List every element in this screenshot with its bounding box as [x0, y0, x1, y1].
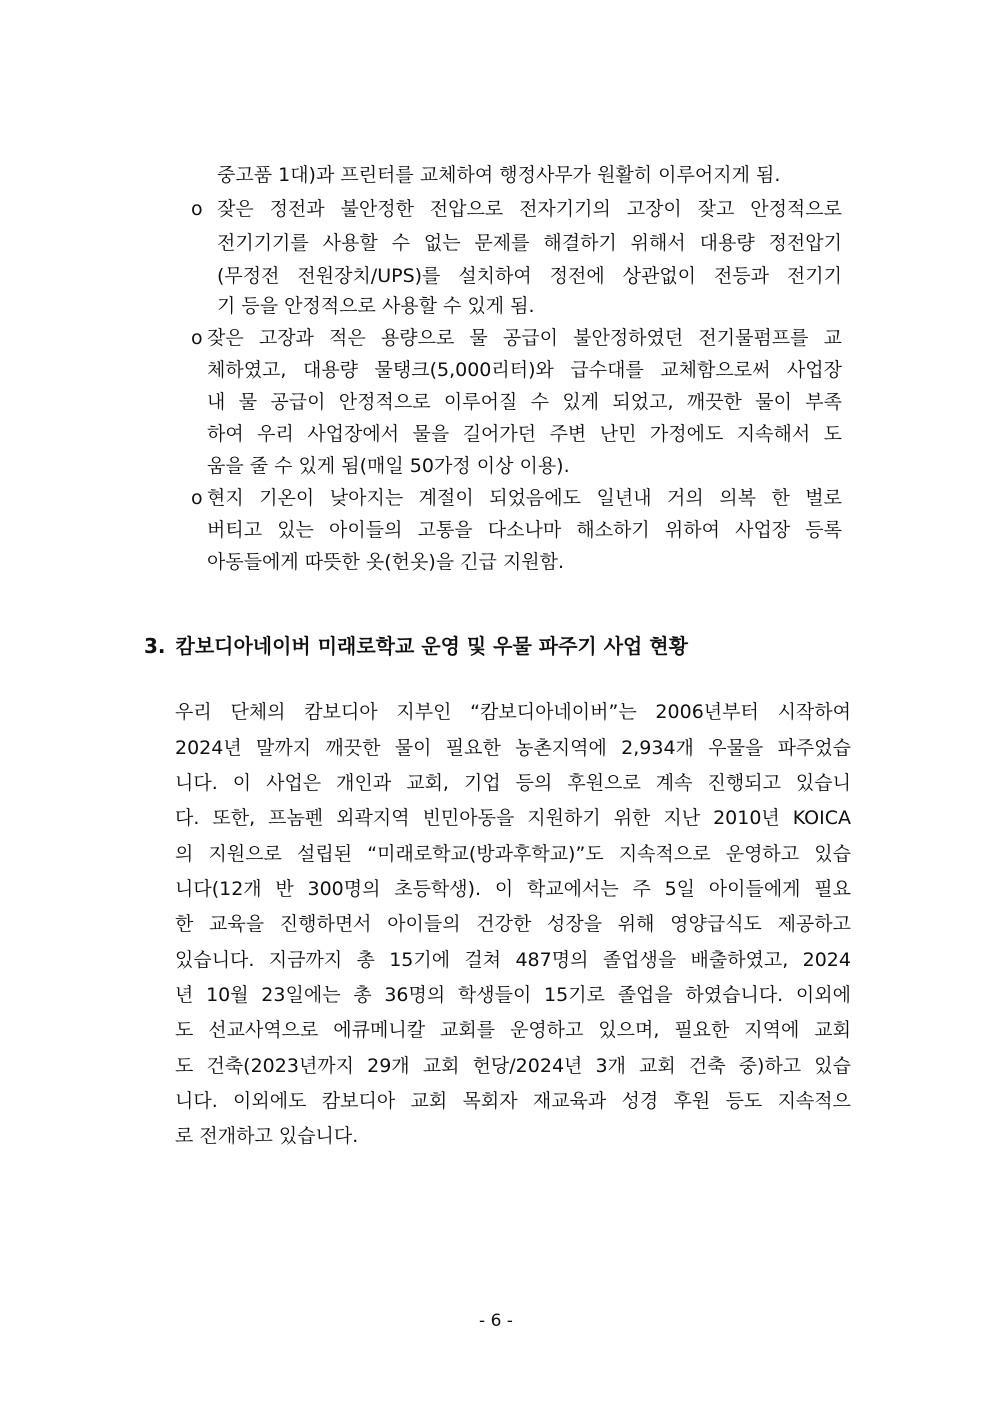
page-number: - 6 - [479, 1311, 513, 1331]
bullet-line: 현지 기온이 낮아지는 계절이 되었음에도 일년내 거의 의복 한 벌로 [207, 487, 842, 509]
paragraph-line: 니다(12개 반 300명의 초등학생). 이 학교에서는 주 5일 아이들에게 필요 [175, 878, 851, 900]
paragraph-line: 도 건축(2023년까지 29개 교회 헌당/2024년 3개 교회 건축 중)하고 있습 [175, 1055, 851, 1077]
paragraph-line: 년 10월 23일에는 총 36명의 학생들이 15기로 졸업을 하였습니다. 이외에 [175, 984, 851, 1006]
paragraph-line: 의 지원으로 설립된 “미래로학교(방과후학교)”도 지속적으로 운영하고 있습 [175, 843, 851, 865]
paragraph-line: 니다. 이 사업은 개인과 교회, 기업 등의 후원으로 계속 진행되고 있습니 [175, 772, 851, 794]
paragraph-line: 우리 단체의 캄보디아 지부인 “캄보디아네이버”는 2006년부터 시작하여 [175, 701, 851, 723]
bullet-line: 전기기기를 사용할 수 없는 문제를 해결하기 위해서 대용량 정전압기 [217, 232, 842, 254]
bullet-line: 아동들에게 따뜻한 옷(헌옷)을 긴급 지원함. [207, 551, 565, 573]
paragraph-line: 한 교육을 진행하면서 아이들의 건강한 성장을 위해 영양급식도 제공하고 [175, 913, 851, 935]
bullet-line: 내 물 공급이 안정적으로 이루어질 수 있게 되었고, 깨끗한 물이 부족 [207, 391, 842, 413]
continuation-line: 중고품 1대)과 프린터를 교체하여 행정사무가 원활히 이루어지게 됨. [217, 164, 781, 186]
bullet-marker: o [191, 327, 203, 349]
section-heading [144, 633, 688, 659]
bullet-line: 잦은 정전과 불안정한 전압으로 전자기기의 고장이 잦고 안정적으로 [217, 198, 842, 220]
bullet-marker: o [191, 198, 203, 220]
bullet-line: 하여 우리 사업장에서 물을 길어가던 주변 난민 가정에도 지속해서 도 [207, 423, 842, 445]
paragraph-line: 있습니다. 지금까지 총 15기에 걸쳐 487명의 졸업생을 배출하였고, 2024 [175, 949, 851, 971]
bullet-line: 체하였고, 대용량 물탱크(5,000리터)와 급수대를 교체함으로써 사업장 [207, 359, 842, 381]
section-number: 3. [144, 634, 166, 658]
paragraph-line: 니다. 이외에도 캄보디아 교회 목회자 재교육과 성경 후원 등도 지속적으 [175, 1090, 851, 1112]
paragraph-line: 도 선교사역으로 에큐메니칼 교회를 운영하고 있으며, 필요한 지역에 교회 [175, 1019, 851, 1041]
bullet-marker: o [191, 487, 203, 509]
section-title: 캄보디아네이버 미래로학교 운영 및 우물 파주기 사업 현황 [175, 634, 688, 658]
paragraph-line: 2024년 말까지 깨끗한 물이 필요한 농촌지역에 2,934개 우물을 파주었습 [175, 737, 851, 759]
bullet-line: 움을 줄 수 있게 됨(매일 50가정 이상 이용). [207, 455, 570, 477]
paragraph-line: 다. 또한, 프놈펜 외곽지역 빈민아동을 지원하기 위한 지난 2010년 KOICA [175, 807, 851, 829]
bullet-line: (무정전 전원장치/UPS)를 설치하여 정전에 상관없이 전등과 전기기 [217, 265, 842, 287]
paragraph-line: 로 전개하고 있습니다. [175, 1125, 359, 1147]
bullet-line: 버티고 있는 아이들의 고통을 다소나마 해소하기 위하여 사업장 등록 [207, 519, 842, 541]
bullet-line: 기 등을 안정적으로 사용할 수 있게 됨. [217, 295, 535, 317]
bullet-line: 잦은 고장과 적은 용량으로 물 공급이 불안정하였던 전기물펌프를 교 [207, 327, 842, 349]
